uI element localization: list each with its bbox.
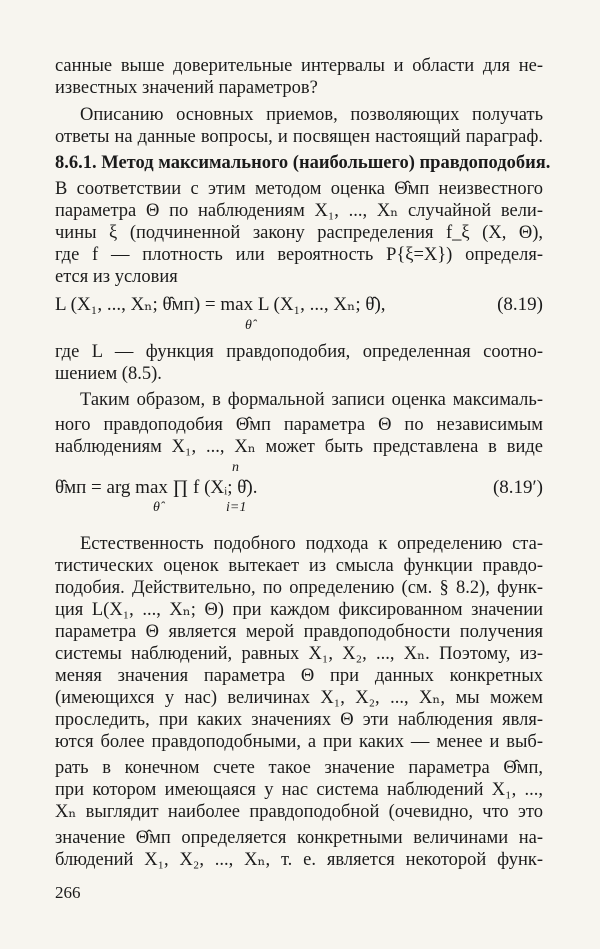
text-line: тистических оценок вытекает из смысла функции правдо-: [55, 556, 543, 576]
text-line: параметра Θ является мерой правдоподобности получения: [55, 622, 543, 642]
text-line: наблюдениям X₁, ..., Xₙ может быть представлена в виде: [55, 437, 543, 457]
text-line: ответы на данные вопросы, и посвящен настоящий параграф.: [55, 127, 543, 147]
text-line: известных значений параметров?: [55, 78, 318, 98]
text-line: В соответствии с этим методом оценка Θ̂мп неизвестного: [55, 179, 543, 199]
text-line: Описанию основных приемов, позволяющих получать: [80, 105, 543, 125]
text-line: блюдений X₁, X₂, ..., Xₙ, т. е. является некоторой функ-: [55, 850, 543, 870]
product-upper-limit: n: [232, 460, 239, 475]
text-line: системы наблюдений, равных X₁, X₂, ..., Xₙ. Поэтому, из-: [55, 644, 543, 664]
text-line: Естественность подобного подхода к определению ста-: [80, 534, 543, 554]
text-line: значение Θ̂мп определяется конкретными величинами на-: [55, 828, 543, 848]
text-line: ция L(X₁, ..., Xₙ; Θ) при каждом фиксированном значении: [55, 600, 543, 620]
text-line: параметра Θ по наблюдениям X₁, ..., Xₙ случайной вели-: [55, 201, 543, 221]
formula-8-19: [55, 293, 543, 317]
text-line: при котором имеющаяся у нас система наблюдений X₁, ...,: [55, 780, 543, 800]
text-line: где f — плотность или вероятность P{ξ=X}) определя-: [55, 245, 543, 265]
equation-number: (8.19′): [492, 477, 543, 498]
formula-body: L (X₁, ..., Xₙ; θ̂мп) = max L (X₁, ..., Xₙ; θ̂),: [55, 294, 386, 315]
max-subscript: θ̂: [245, 318, 252, 333]
formula-body: θ̂мп = arg max ∏ f (Xᵢ; θ̂).: [55, 477, 258, 498]
text-line: проследить, при каких значениях Θ эти наблюдения явля-: [55, 710, 543, 730]
page-number: 266: [55, 883, 81, 902]
text-line: ного правдоподобия Θ̂мп параметра Θ по независимым: [55, 415, 543, 435]
text-line: (имеющихся у нас) величинах X₁, X₂, ..., Xₙ, мы можем: [55, 688, 543, 708]
text-line: рать в конечном счете такое значение параметра Θ̂мп,: [55, 758, 543, 778]
text-line: ется из условия: [55, 267, 178, 287]
section-heading: 8.6.1. Метод максимального (наибольшего) правдоподобия.: [55, 153, 551, 173]
text-line: где L — функция правдоподобия, определенная соотно-: [55, 342, 543, 362]
formula-8-19-prime: [55, 476, 543, 500]
text-line: меняя значения параметра Θ при данных конкретных: [55, 666, 543, 686]
text-line: чины ξ (подчиненной закону распределения f_ξ (X, Θ),: [55, 223, 543, 243]
text-line: Таким образом, в формальной записи оценка максималь-: [80, 390, 543, 410]
equation-number: (8.19): [497, 294, 543, 315]
argmax-subscript: θ̂: [153, 500, 160, 515]
text-line: ются более правдоподобными, а при каких — менее и выб-: [55, 732, 543, 752]
text-line: шением (8.5).: [55, 364, 162, 384]
text-line: Xₙ выглядит наиболее правдоподобной (очевидно, что это: [55, 802, 543, 822]
product-lower-limit: i=1: [226, 500, 247, 515]
text-line: санные выше доверительные интервалы и области для не-: [55, 56, 543, 76]
text-line: подобия. Действительно, по определению (см. § 8.2), функ-: [55, 578, 543, 598]
